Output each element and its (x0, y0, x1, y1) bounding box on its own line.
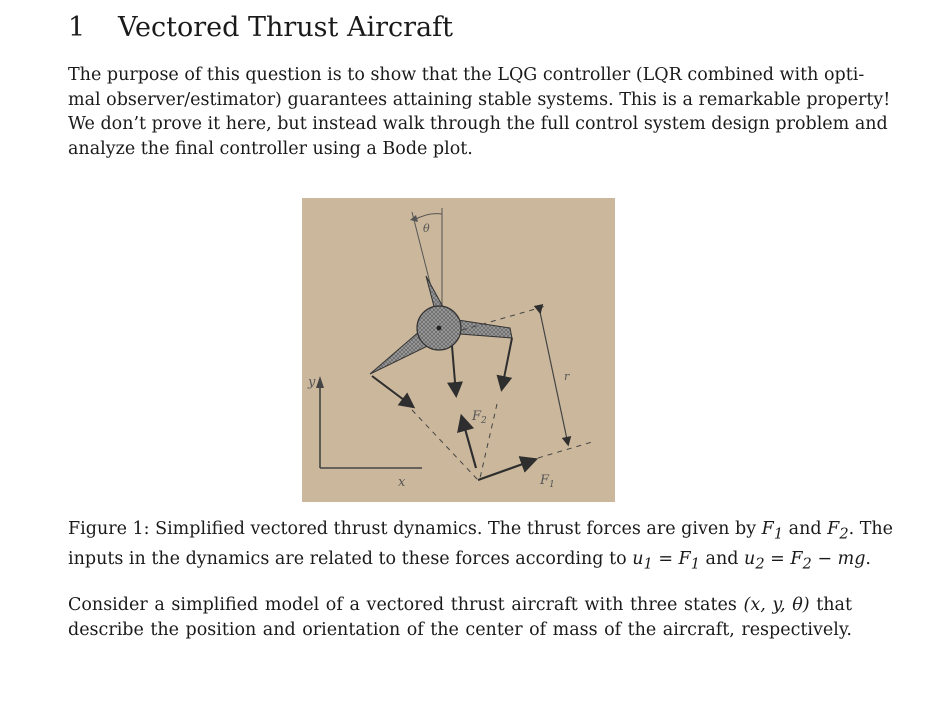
caption-period: . (865, 549, 871, 569)
figure-vectored-thrust-diagram (302, 198, 615, 502)
math-u1-equation: $u_1 = F_1$ (632, 549, 700, 573)
figure-caption (68, 517, 894, 577)
x-axis-label: x (398, 475, 406, 490)
section-heading (68, 12, 453, 43)
center-of-mass-dot (437, 326, 442, 331)
caption-line-2 (68, 547, 871, 577)
math-u2-equation: $u_2 = F_2$ − mg (744, 549, 866, 573)
caption-text-2: inputs in the dynamics are related to these forces according to (68, 549, 633, 569)
theta-label: θ (423, 222, 430, 235)
intro-line-1: The purpose of this question is to show that the LQG controller (LQR combined with opti- (68, 65, 865, 85)
f1-label: $F_1$ (540, 473, 555, 490)
intro-line-3: We don’t prove it here, but instead walk through the full control system design problem and (68, 114, 888, 134)
photo-background (302, 198, 615, 502)
math-states: (x, y, θ) (743, 595, 810, 615)
section-number: 1 (68, 12, 86, 43)
intro-line-4: analyze the final controller using a Bode plot. (68, 138, 473, 159)
intro-paragraph (68, 63, 891, 161)
diagram-svg (302, 198, 615, 502)
intro-line-2: mal observer/estimator) guarantees attaining stable systems. This is a remarkable property! (68, 89, 891, 110)
consider-text-that: that (809, 595, 852, 615)
consider-paragraph (68, 593, 852, 642)
caption-text-and: and (783, 519, 828, 539)
r-label: r (564, 370, 570, 383)
caption-text-and-2: and (699, 549, 745, 569)
math-f2: $F_2$ (827, 519, 849, 543)
math-f1: $F_1$ (761, 519, 784, 543)
consider-text-1: Consider a simplified model of a vectored thrust aircraft with three states (68, 595, 744, 615)
section-title: Vectored Thrust Aircraft (118, 12, 453, 43)
consider-line-1 (68, 593, 852, 618)
y-axis-label: y (308, 375, 316, 390)
caption-line-1 (68, 517, 894, 547)
consider-line-2: describe the position and orientation of the center of mass of the aircraft, respectively. (68, 619, 852, 640)
caption-text-the: . The (848, 519, 894, 539)
f2-label: $F_2$ (472, 409, 487, 426)
caption-text-1: Figure 1: Simplified vectored thrust dynamics. The thrust forces are given by (68, 519, 762, 539)
